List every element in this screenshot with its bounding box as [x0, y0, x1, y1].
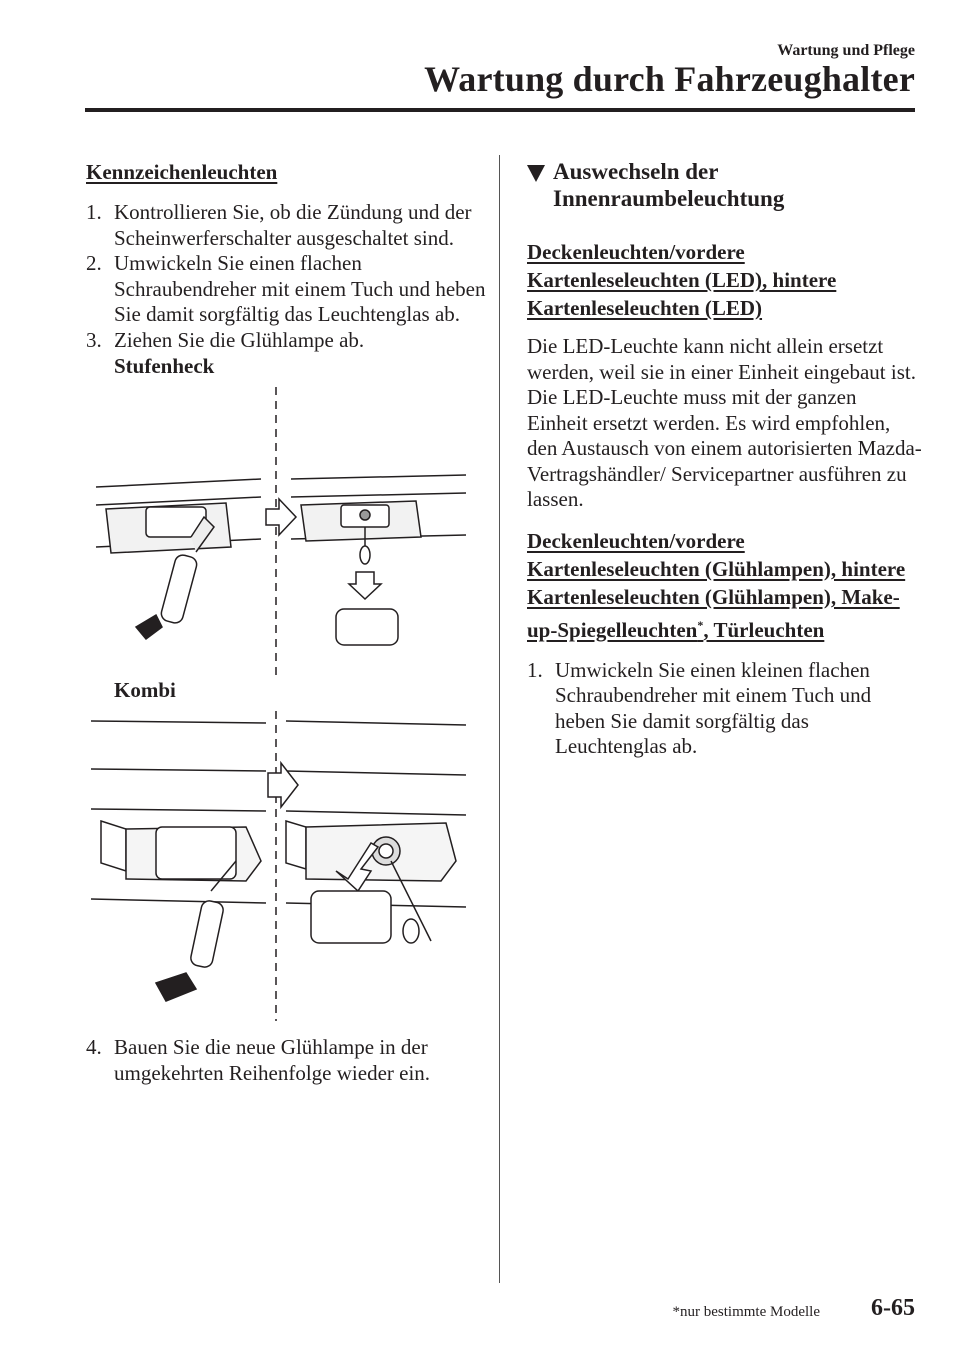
- footnote-marker: *: [697, 617, 704, 632]
- step-2: 2. Umwickeln Sie einen flachen Schraubendreher mit einem Tuch und heben Sie damit sorgfältig das Leuchtenglas ab.: [86, 251, 486, 326]
- right-column: [527, 158, 922, 760]
- section-title: Auswechseln der Innenraumbeleuchtung: [527, 158, 922, 212]
- chapter-title: Wartung durch Fahrzeughalter: [424, 59, 915, 99]
- step-1: 1. Kontrollieren Sie, ob die Zündung und der Scheinwerferschalter ausgeschaltet sind.: [86, 200, 472, 250]
- triangle-marker-icon: [527, 165, 545, 182]
- bulb-step-1: 1. Umwickeln Sie einen kleinen flachen Schraubendreher mit einem Tuch und heben Sie damit sorgfältig das Leuchtenglas ab.: [527, 657, 872, 758]
- page-number: 6-65: [871, 1295, 915, 1321]
- bulb-lights-heading: Deckenleuchten/vordere Kartenleseleuchten (Glühlampen), hintere Kartenleseleuchten (Glühlampen), Make-up-Spiegelleuchten*, Türleuchten: [527, 528, 906, 642]
- steps-list-final: [86, 1035, 486, 1086]
- led-paragraph-2: Die LED-Leuchte muss mit der ganzen Einheit ersetzt werden. Es wird empfohlen, den Austausch von einem autorisierten Mazda-Vertragshändler/ Servicepartner ausführen zu lassen.: [527, 385, 922, 511]
- section-label: Wartung und Pflege: [777, 42, 915, 59]
- sedan-license-light-illustration: [86, 387, 476, 677]
- steps-list: [86, 200, 486, 353]
- step-4: 4. Bauen Sie die neue Glühlampe in der umgekehrten Reihenfolge wieder ein.: [86, 1035, 431, 1085]
- led-lights-heading: Deckenleuchten/vordere Kartenleseleuchten (LED), hintere Kartenleseleuchten (LED): [527, 240, 837, 320]
- footnote: *nur bestimmte Modelle: [672, 1304, 820, 1320]
- left-column: [86, 158, 486, 1086]
- figure-label-sedan: Stufenheck: [114, 354, 215, 378]
- wagon-license-light-illustration: [86, 711, 476, 1021]
- step-3: 3. Ziehen Sie die Glühlampe ab.: [86, 327, 365, 352]
- figure-label-wagon: Kombi: [114, 678, 176, 702]
- led-paragraph-1: Die LED-Leuchte kann nicht allein ersetzt werden, weil sie in einer Einheit eingebaut ist.: [527, 334, 916, 384]
- column-divider: [499, 155, 500, 1283]
- bulb-steps-list: [527, 658, 922, 760]
- header-rule: [85, 108, 915, 112]
- license-light-heading: Kennzeichenleuchten: [86, 160, 278, 184]
